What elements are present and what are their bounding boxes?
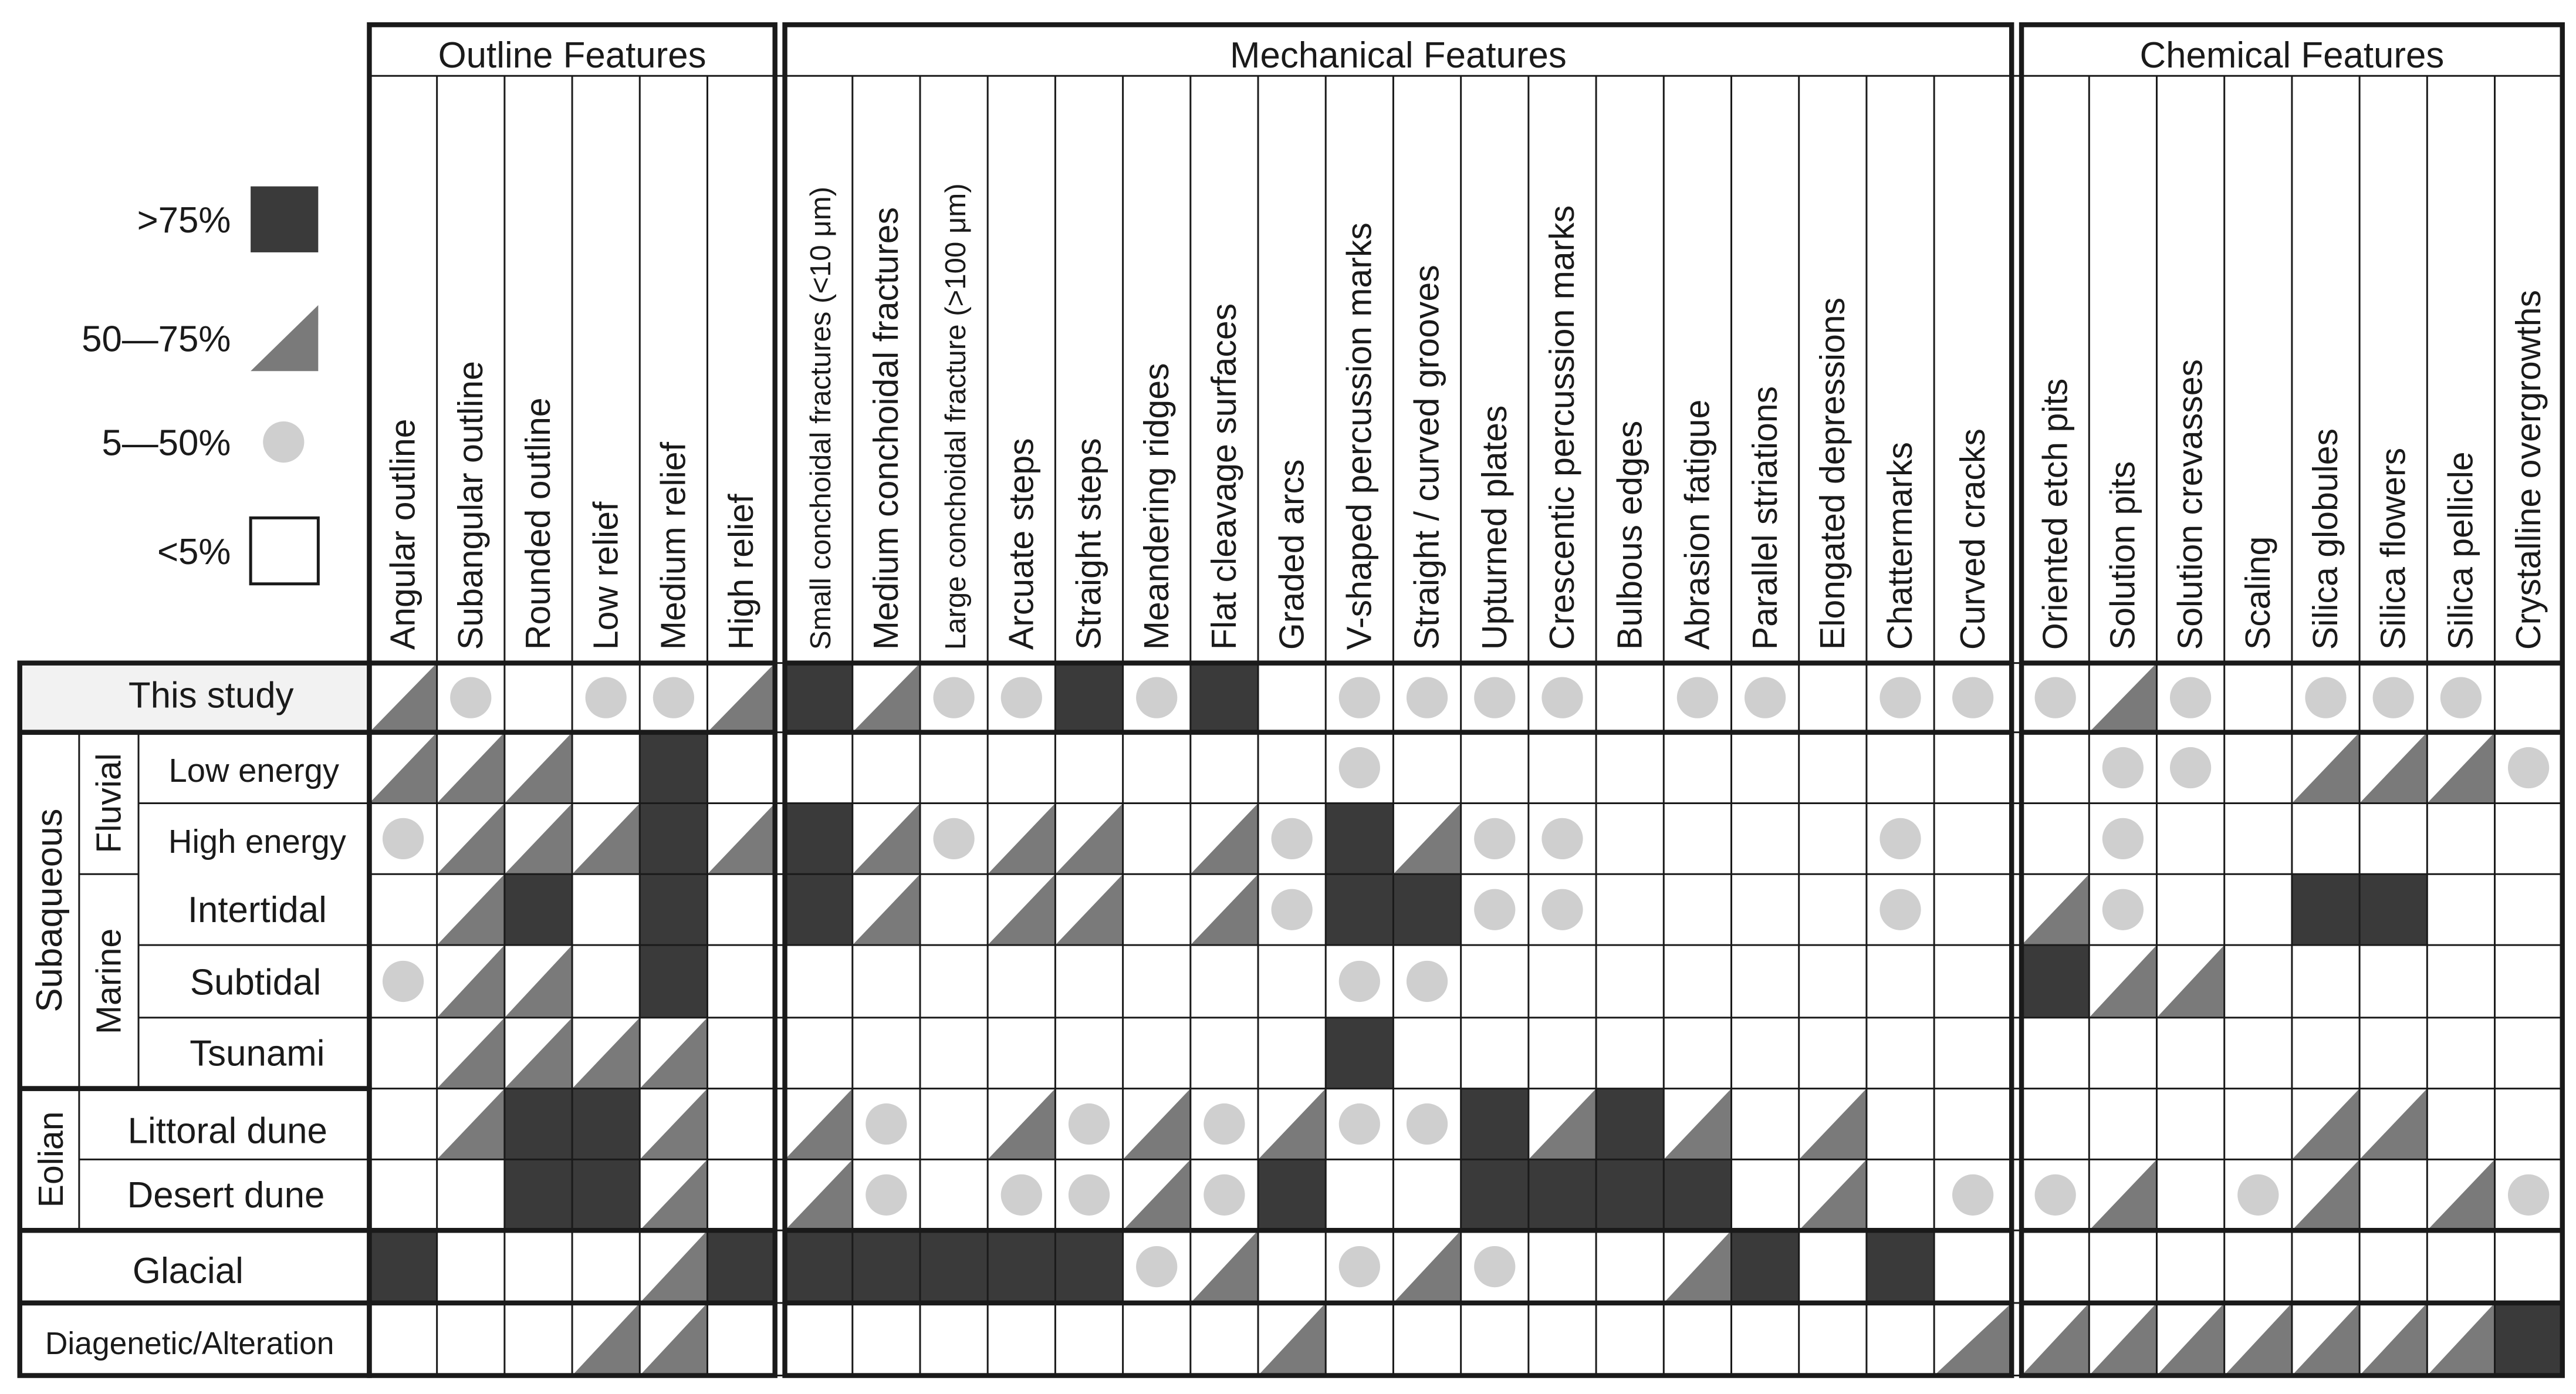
cell-r0-c23-dot-mark (1952, 677, 1993, 718)
legend-label-dot: 5—50% (102, 423, 231, 464)
row-label-5: Tsunami (190, 1033, 325, 1074)
cell-r7-c23-dot-mark (1952, 1174, 1993, 1216)
cell-r9-c30-half-mark (2427, 1303, 2494, 1376)
cell-r8-c0-full-mark (369, 1230, 437, 1303)
cell-r0-c5-half-mark (707, 663, 775, 733)
cell-r7-c21-half-mark (1799, 1159, 1867, 1230)
row-label-0: This study (128, 675, 294, 716)
cell-r5-c2-half-mark (505, 1018, 572, 1089)
cell-r5-c3-half-mark (572, 1018, 640, 1089)
cell-r6-c16-full-mark (1461, 1089, 1529, 1160)
cell-r1-c29-half-mark (2359, 733, 2427, 804)
cell-r1-c0-half-mark (369, 733, 437, 804)
cell-r3-c9-half-mark (988, 874, 1055, 945)
cell-r0-c11-dot-mark (1136, 677, 1177, 718)
cell-r6-c4-half-mark (640, 1089, 707, 1160)
cell-r6-c17-half-mark (1529, 1089, 1596, 1160)
cell-r8-c7-full-mark (853, 1230, 920, 1303)
column-header-20: Parallel striations (1745, 386, 1784, 650)
cell-r2-c0-dot-mark (383, 818, 424, 859)
row-label-4: Subtidal (190, 962, 322, 1003)
row-label-6: Littoral dune (127, 1111, 327, 1152)
column-header-24: Oriented etch pits (2036, 378, 2075, 650)
cell-r4-c24-full-mark (2021, 945, 2089, 1018)
cell-r0-c4-dot-mark (653, 677, 694, 718)
cell-r3-c16-dot-mark (1474, 889, 1515, 930)
column-header-6: Small conchoidal fractures (<10 μm) (804, 186, 837, 650)
legend-label-half: 50—75% (82, 319, 231, 360)
cell-r0-c30-dot-mark (2440, 677, 2482, 718)
cell-r8-c20-full-mark (1732, 1230, 1799, 1303)
cell-r2-c14-full-mark (1326, 803, 1393, 874)
column-header-14: V-shaped percussion marks (1340, 222, 1379, 650)
column-header-19: Abrasion fatigue (1678, 399, 1717, 650)
cell-r2-c12-half-mark (1191, 803, 1258, 874)
cell-r0-c1-dot-mark (450, 677, 491, 718)
cell-r7-c18-full-mark (1596, 1159, 1664, 1230)
cell-r9-c13-half-mark (1258, 1303, 1326, 1376)
cell-r0-c6-full-mark (785, 663, 853, 733)
legend-swatch-dot (263, 421, 304, 463)
cell-r7-c6-half-mark (785, 1159, 853, 1230)
group-title-2: Chemical Features (2139, 35, 2445, 76)
cell-r8-c4-half-mark (640, 1230, 707, 1303)
cell-r6-c11-half-mark (1123, 1089, 1191, 1160)
cell-r0-c0-half-mark (369, 663, 437, 733)
cell-r2-c6-full-mark (785, 803, 853, 874)
cell-r0-c17-dot-mark (1541, 677, 1583, 718)
cell-r0-c16-dot-mark (1474, 677, 1515, 718)
cell-r0-c10-full-mark (1055, 663, 1123, 733)
cell-r6-c3-full-mark (572, 1089, 640, 1160)
cell-r3-c12-half-mark (1191, 874, 1258, 945)
cell-r9-c29-half-mark (2359, 1303, 2427, 1376)
cell-r6-c21-half-mark (1799, 1089, 1867, 1160)
cell-r4-c26-half-mark (2156, 945, 2224, 1018)
cell-r6-c1-half-mark (437, 1089, 505, 1160)
column-header-10: Straight steps (1069, 438, 1108, 650)
group-title-0: Outline Features (438, 35, 706, 76)
column-header-11: Meandering ridges (1137, 363, 1176, 650)
cell-r1-c14-dot-mark (1339, 747, 1380, 788)
cell-r3-c1-half-mark (437, 874, 505, 945)
column-header-29: Silica flowers (2374, 447, 2413, 650)
cell-r9-c4-half-mark (640, 1303, 707, 1376)
cell-r3-c13-dot-mark (1272, 889, 1313, 930)
cell-r7-c11-half-mark (1123, 1159, 1191, 1230)
cell-r0-c15-dot-mark (1407, 677, 1448, 718)
cell-r2-c10-half-mark (1055, 803, 1123, 874)
column-header-9: Arcuate steps (1002, 438, 1041, 650)
cell-r8-c11-dot-mark (1136, 1246, 1177, 1287)
cell-r7-c7-dot-mark (866, 1174, 907, 1216)
cell-r3-c24-half-mark (2021, 874, 2089, 945)
cell-r3-c2-full-mark (505, 874, 572, 945)
cell-r3-c15-full-mark (1393, 874, 1461, 945)
legend-label-empty: <5% (157, 532, 231, 573)
cell-r5-c1-half-mark (437, 1018, 505, 1089)
cell-r0-c22-dot-mark (1879, 677, 1921, 718)
rowgroup-eolian: Eolian (32, 1111, 71, 1208)
column-header-2: Rounded outline (519, 397, 558, 650)
cell-r4-c25-half-mark (2089, 945, 2156, 1018)
cell-r2-c7-half-mark (853, 803, 920, 874)
column-header-0: Angular outline (383, 418, 422, 650)
cell-r0-c29-dot-mark (2373, 677, 2414, 718)
legend-swatch-full (251, 187, 318, 252)
cell-r7-c25-half-mark (2089, 1159, 2156, 1230)
column-header-31: Crystalline overgrowths (2509, 289, 2548, 650)
cell-r6-c6-half-mark (785, 1089, 853, 1160)
cell-r0-c12-full-mark (1191, 663, 1258, 733)
cell-r3-c4-full-mark (640, 874, 707, 945)
row-label-7: Desert dune (127, 1174, 325, 1216)
cell-r7-c10-dot-mark (1069, 1174, 1110, 1216)
cell-r8-c22-full-mark (1867, 1230, 1934, 1303)
cell-r2-c17-dot-mark (1541, 818, 1583, 859)
cell-r6-c14-dot-mark (1339, 1103, 1380, 1145)
cell-r5-c4-half-mark (640, 1018, 707, 1089)
column-header-17: Crescentic percussion marks (1543, 205, 1582, 650)
cell-r7-c30-half-mark (2427, 1159, 2494, 1230)
cell-r0-c14-dot-mark (1339, 677, 1380, 718)
column-header-12: Flat cleavage surfaces (1205, 303, 1244, 650)
column-header-21: Elongated depressions (1813, 297, 1852, 650)
row-label-2: High energy (168, 822, 346, 860)
cell-r6-c18-full-mark (1596, 1089, 1664, 1160)
cell-r7-c17-full-mark (1529, 1159, 1596, 1230)
cell-r4-c4-full-mark (640, 945, 707, 1018)
column-header-5: High relief (721, 494, 760, 650)
column-header-25: Solution pits (2103, 461, 2142, 650)
row-label-9: Diagenetic/Alteration (45, 1327, 334, 1362)
cell-r0-c3-dot-mark (586, 677, 627, 718)
column-header-16: Upturned plates (1475, 405, 1514, 650)
column-header-4: Medium relief (654, 442, 693, 650)
cell-r3-c17-dot-mark (1541, 889, 1583, 930)
cell-r8-c15-half-mark (1393, 1230, 1461, 1303)
cell-r1-c26-dot-mark (2170, 747, 2211, 788)
cell-r7-c28-half-mark (2292, 1159, 2359, 1230)
row-label-8: Glacial (132, 1251, 244, 1292)
rowgroup-subaqueous: Subaqueous (29, 808, 70, 1012)
row-label-3: Intertidal (187, 889, 327, 930)
cell-r8-c9-full-mark (988, 1230, 1055, 1303)
cell-r6-c7-dot-mark (866, 1103, 907, 1145)
cell-r2-c13-dot-mark (1272, 818, 1313, 859)
cell-r0-c28-dot-mark (2305, 677, 2346, 718)
cell-r8-c10-full-mark (1055, 1230, 1123, 1303)
cell-r1-c1-half-mark (437, 733, 505, 804)
cell-r4-c14-dot-mark (1339, 961, 1380, 1002)
cell-r7-c3-full-mark (572, 1159, 640, 1230)
cell-r4-c2-half-mark (505, 945, 572, 1018)
rowgroup-marine: Marine (89, 928, 129, 1035)
cell-r8-c14-dot-mark (1339, 1246, 1380, 1287)
cell-r3-c7-half-mark (853, 874, 920, 945)
cell-r6-c9-half-mark (988, 1089, 1055, 1160)
cell-r3-c22-dot-mark (1879, 889, 1921, 930)
cell-r6-c29-half-mark (2359, 1089, 2427, 1160)
cell-r2-c22-dot-mark (1879, 818, 1921, 859)
cell-r7-c19-full-mark (1664, 1159, 1731, 1230)
column-header-28: Silica globules (2306, 428, 2345, 650)
cell-r2-c9-half-mark (988, 803, 1055, 874)
cell-r3-c28-full-mark (2292, 874, 2359, 945)
cell-r1-c31-dot-mark (2508, 747, 2549, 788)
cell-r4-c1-half-mark (437, 945, 505, 1018)
cell-r7-c16-full-mark (1461, 1159, 1529, 1230)
cell-r6-c15-dot-mark (1407, 1103, 1448, 1145)
cell-r0-c8-dot-mark (933, 677, 974, 718)
cell-r3-c6-full-mark (785, 874, 853, 945)
cell-r3-c14-full-mark (1326, 874, 1393, 945)
cell-r6-c10-dot-mark (1069, 1103, 1110, 1145)
cell-r2-c25-dot-mark (2102, 818, 2144, 859)
cell-r6-c19-half-mark (1664, 1089, 1731, 1160)
cell-r2-c2-half-mark (505, 803, 572, 874)
cell-r0-c25-half-mark (2089, 663, 2156, 733)
cell-r3-c29-full-mark (2359, 874, 2427, 945)
cell-r8-c6-full-mark (785, 1230, 853, 1303)
cell-r8-c19-half-mark (1664, 1230, 1731, 1303)
cell-r9-c26-half-mark (2156, 1303, 2224, 1376)
column-header-8: Large conchoidal fracture (>100 μm) (939, 183, 972, 650)
column-header-1: Subangular outline (451, 361, 490, 650)
cell-r8-c5-full-mark (707, 1230, 775, 1303)
cell-r9-c31-full-mark (2495, 1303, 2563, 1376)
cell-r9-c3-half-mark (572, 1303, 640, 1376)
cell-r0-c9-dot-mark (1001, 677, 1042, 718)
cell-r5-c14-full-mark (1326, 1018, 1393, 1089)
cell-r7-c27-dot-mark (2237, 1174, 2278, 1216)
cell-r1-c30-half-mark (2427, 733, 2494, 804)
column-header-27: Scaling (2238, 536, 2277, 650)
cell-r1-c25-dot-mark (2102, 747, 2144, 788)
cell-r2-c1-half-mark (437, 803, 505, 874)
cell-r7-c13-full-mark (1258, 1159, 1326, 1230)
column-header-13: Graded arcs (1272, 459, 1311, 650)
cell-r6-c13-half-mark (1258, 1089, 1326, 1160)
cell-r7-c24-dot-mark (2035, 1174, 2076, 1216)
column-header-23: Curved cracks (1953, 428, 1992, 650)
cell-r1-c28-half-mark (2292, 733, 2359, 804)
cell-r0-c24-dot-mark (2035, 677, 2076, 718)
cell-r9-c25-half-mark (2089, 1303, 2156, 1376)
cell-r0-c20-dot-mark (1745, 677, 1786, 718)
cell-r8-c8-full-mark (920, 1230, 988, 1303)
legend-swatch-half (251, 305, 318, 371)
cell-r3-c25-dot-mark (2102, 889, 2144, 930)
group-title-1: Mechanical Features (1229, 35, 1567, 76)
cell-r7-c31-dot-mark (2508, 1174, 2549, 1216)
column-header-30: Silica pellicle (2441, 451, 2480, 650)
cell-r0-c19-dot-mark (1677, 677, 1718, 718)
cell-r0-c26-dot-mark (2170, 677, 2211, 718)
cell-r2-c15-half-mark (1393, 803, 1461, 874)
cell-r8-c16-dot-mark (1474, 1246, 1515, 1287)
cell-r7-c2-full-mark (505, 1159, 572, 1230)
column-header-7: Medium conchoidal fractures (867, 207, 906, 650)
rowgroup-fluvial: Fluvial (89, 753, 129, 853)
cell-r1-c2-half-mark (505, 733, 572, 804)
cell-r2-c8-dot-mark (933, 818, 974, 859)
row-label-1: Low energy (168, 751, 339, 789)
column-header-15: Straight / curved grooves (1407, 265, 1446, 650)
legend-label-full: >75% (137, 200, 231, 241)
cell-r2-c3-half-mark (572, 803, 640, 874)
cell-r2-c5-half-mark (707, 803, 775, 874)
cell-r7-c4-half-mark (640, 1159, 707, 1230)
cell-r4-c15-dot-mark (1407, 961, 1448, 1002)
cell-r2-c16-dot-mark (1474, 818, 1515, 859)
cell-r8-c12-half-mark (1191, 1230, 1258, 1303)
cell-r2-c4-full-mark (640, 803, 707, 874)
cell-r6-c28-half-mark (2292, 1089, 2359, 1160)
cell-r0-c7-half-mark (853, 663, 920, 733)
cell-r9-c23-half-mark (1934, 1303, 2012, 1376)
legend-swatch-empty (251, 518, 318, 583)
column-header-18: Bulbous edges (1610, 420, 1649, 650)
cell-r7-c12-dot-mark (1204, 1174, 1245, 1216)
cell-r4-c0-dot-mark (383, 961, 424, 1002)
cell-r1-c4-full-mark (640, 733, 707, 804)
column-header-26: Solution crevasses (2171, 359, 2210, 650)
cell-r7-c9-dot-mark (1001, 1174, 1042, 1216)
column-header-3: Low relief (586, 501, 626, 650)
cell-r3-c10-half-mark (1055, 874, 1123, 945)
column-header-22: Chattermarks (1881, 442, 1920, 650)
cell-r9-c27-half-mark (2225, 1303, 2292, 1376)
cell-r9-c28-half-mark (2292, 1303, 2359, 1376)
cell-r6-c12-dot-mark (1204, 1103, 1245, 1145)
cell-r9-c24-half-mark (2021, 1303, 2089, 1376)
cell-r6-c2-full-mark (505, 1089, 572, 1160)
